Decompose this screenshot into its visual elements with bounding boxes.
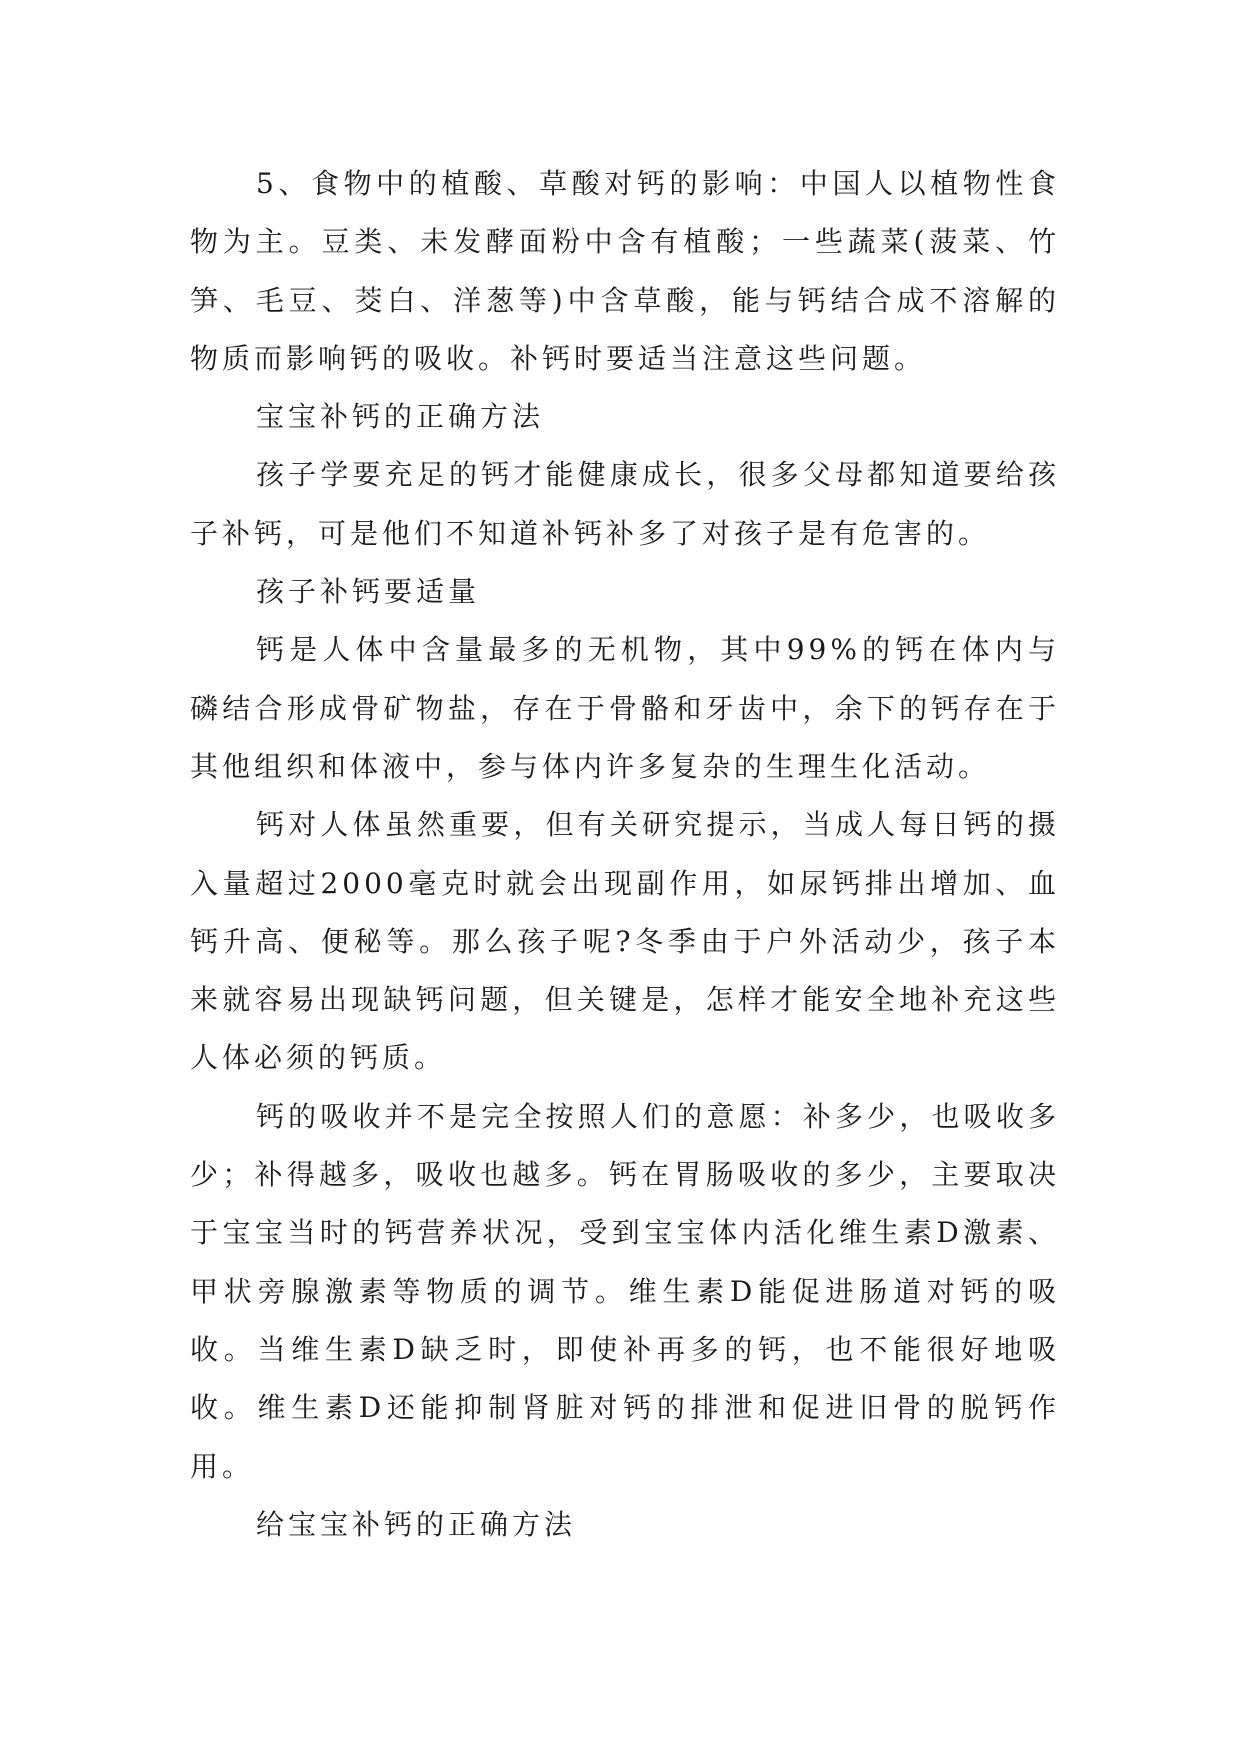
paragraph-phytic-oxalic-acid: 5、食物中的植酸、草酸对钙的影响：中国人以植物性食物为主。豆类、未发酵面粉中含有植酸；一些蔬菜(菠菜、竹笋、毛豆、茭白、洋葱等)中含草酸，能与钙结合成不溶解的物质而影响钙的吸收。补钙时要适当注意这些问题。 (190, 167, 1060, 375)
paragraph-calcium-inorganic: 钙是人体中含量最多的无机物，其中99%的钙在体内与磷结合形成骨矿物盐，存在于骨骼和牙齿中，余下的钙存在于其他组织和体液中，参与体内许多复杂的生理生化活动。 (190, 633, 1060, 783)
section-heading-correct-method: 宝宝补钙的正确方法 (256, 400, 545, 434)
paragraph-children-need-calcium: 孩子学要充足的钙才能健康成长，很多父母都知道要给孩子补钙，可是他们不知道补钙补多了对孩子是有危害的。 (190, 458, 1060, 550)
document-body (190, 155, 1060, 1554)
section-heading-moderate-supplement: 孩子补钙要适量 (256, 575, 481, 609)
paragraph-calcium-absorption: 钙的吸收并不是完全按照人们的意愿：补多少，也吸收多少；补得越多，吸收也越多。钙在胃肠吸收的多少，主要取决于宝宝当时的钙营养状况，受到宝宝体内活化维生素D激素、甲状旁腺激素等物质的调节。维生素D能促进肠道对钙的吸收。当维生素D缺乏时，即使补再多的钙，也不能很好地吸收。维生素D还能抑制肾脏对钙的排泄和促进旧骨的脱钙作用。 (190, 1099, 1060, 1483)
section-heading-baby-correct-method: 给宝宝补钙的正确方法 (256, 1507, 577, 1541)
paragraph-calcium-side-effects: 钙对人体虽然重要，但有关研究提示，当成人每日钙的摄入量超过2000毫克时就会出现副作用，如尿钙排出增加、血钙升高、便秘等。那么孩子呢?冬季由于户外活动少，孩子本来就容易出现缺钙问题，但关键是，怎样才能安全地补充这些人体必须的钙质。 (190, 808, 1060, 1075)
